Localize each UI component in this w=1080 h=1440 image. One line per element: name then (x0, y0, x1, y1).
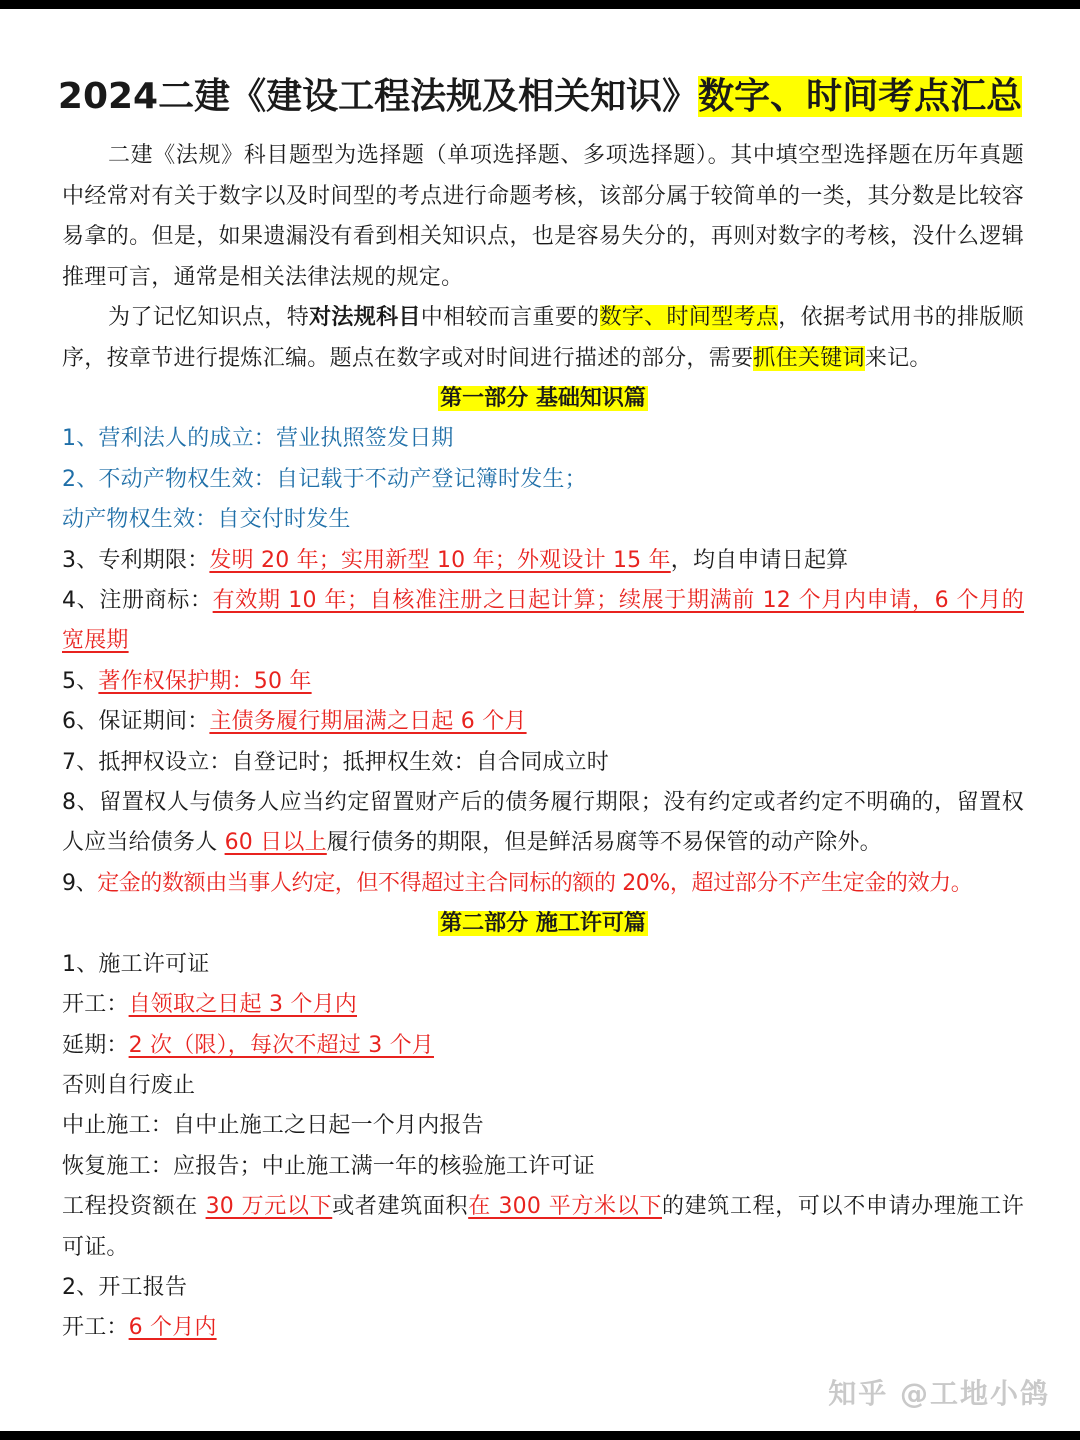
document-body (62, 136, 1024, 1349)
item-highlight: 著作权保护期：50 年 (98, 668, 312, 694)
list-item (62, 662, 1024, 702)
item-text: ，均自申请日起算 (670, 547, 849, 573)
list-item: 2、开工报告 (62, 1274, 188, 1300)
intro-highlight: 抓住关键词 (753, 345, 865, 371)
item-text: 或者建筑面积 (332, 1194, 469, 1220)
watermark: 知乎 @工地小鸽 (828, 1377, 1050, 1410)
item-highlight: 在 300 平方米以下 (468, 1194, 662, 1220)
item-text: 工程投资额在 (62, 1194, 206, 1220)
item-label: 6、保证期间： (62, 709, 210, 735)
list-item: 1、施工许可证 (62, 951, 210, 977)
item-label: 9、 (62, 870, 98, 896)
section-heading-1 (62, 379, 1024, 419)
item-label: 延期： (62, 1032, 129, 1058)
item-text: 的建筑工程，可以不申请办理施工许可证。 (62, 1194, 1025, 1260)
list-item: 中止施工：自中止施工之日起一个月内报告 (62, 1113, 484, 1139)
list-item (62, 1308, 1024, 1348)
intro-text: 中相较而言重要的 (420, 305, 600, 330)
item-highlight: 定金的数额由当事人约定，但不得超过主合同标的额的 20%，超过部分不产生定金的效力。 (97, 870, 973, 896)
item-highlight: 有效期 10 年；自核准注册之日起计算；续展于期满前 12 个月内申请，6 个月的宽展期 (62, 588, 1024, 654)
list-item: 动产物权生效：自交付时发生 (62, 507, 351, 533)
intro-paragraph-1: 二建《法规》科目题型为选择题（单项选择题、多项选择题）。其中填空型选择题在历年真题中经常对有关于数字以及时间型的考点进行命题考核，该部分属于较简单的一类，其分数是比较容易拿的。但是，如果遗漏没有看到相关知识点，也是容易失分的，再则对数字的考核，没什么逻辑推理可言，通常是相关法律法规的规定。 (62, 143, 1024, 290)
section-heading-2 (62, 904, 1024, 944)
list-item (62, 702, 1024, 742)
list-item: 恢复施工：应报告；中止施工满一年的核验施工许可证 (62, 1153, 595, 1179)
bottom-border (0, 1431, 1080, 1440)
intro-text: ，依据考试用书的排版顺序，按章节进行提炼汇编。题点在数字或对时间进行描述的部分，需要 (62, 305, 1024, 371)
list-item (62, 985, 1024, 1025)
item-highlight: 2 次（限），每次不超过 3 个月 (128, 1032, 434, 1058)
list-item (62, 541, 1024, 581)
item-highlight: 主债务履行期届满之日起 6 个月 (209, 709, 527, 735)
item-highlight: 6 个月内 (128, 1315, 217, 1341)
title-highlight: 数字、时间考点汇总 (698, 76, 1023, 117)
list-item: 1、营利法人的成立：营业执照签发日期 (62, 426, 454, 452)
section-heading-text: 第一部分 基础知识篇 (440, 386, 646, 411)
top-border (0, 0, 1080, 9)
list-item (62, 581, 1024, 662)
intro-text: 为了记忆知识点，特 (108, 305, 310, 330)
item-highlight: 30 万元以下 (205, 1194, 333, 1220)
list-item: 2、不动产物权生效：自记载于不动产登记簿时发生； (62, 466, 587, 492)
intro-text: 来记。 (864, 345, 932, 371)
list-item: 7、抵押权设立：自登记时；抵押权生效：自合同成立时 (62, 749, 609, 775)
item-highlight: 自领取之日起 3 个月内 (128, 992, 357, 1018)
item-label: 开工： (62, 992, 129, 1018)
item-text: 履行债务的期限，但是鲜活易腐等不易保管的动产除外。 (326, 830, 882, 856)
item-label: 5、 (62, 668, 99, 694)
item-label: 开工： (62, 1315, 129, 1341)
item-text: 8、留置权人与债务人应当约定留置财产后的债务履行期限；没有约定或者约定不明确的，留置权人应当给债务人 (62, 790, 1024, 856)
list-item (62, 1187, 1024, 1268)
title-main: 2024二建《建设工程法规及相关知识》 (57, 76, 699, 117)
intro-paragraph-2 (62, 298, 1024, 379)
page-title (0, 68, 1080, 119)
intro-bold: 对法规科目 (309, 305, 421, 330)
list-item: 否则自行废止 (62, 1072, 196, 1098)
item-label: 4、注册商标： (62, 588, 213, 614)
item-highlight: 发明 20 年；实用新型 10 年；外观设计 15 年 (209, 547, 671, 573)
list-item (62, 783, 1024, 864)
list-item (62, 1026, 1024, 1066)
intro-highlight: 数字、时间型考点 (599, 305, 779, 330)
list-item (62, 864, 1024, 904)
item-highlight: 60 日以上 (224, 830, 327, 856)
section-heading-text: 第二部分 施工许可篇 (440, 911, 646, 937)
item-label: 3、专利期限： (62, 547, 210, 573)
